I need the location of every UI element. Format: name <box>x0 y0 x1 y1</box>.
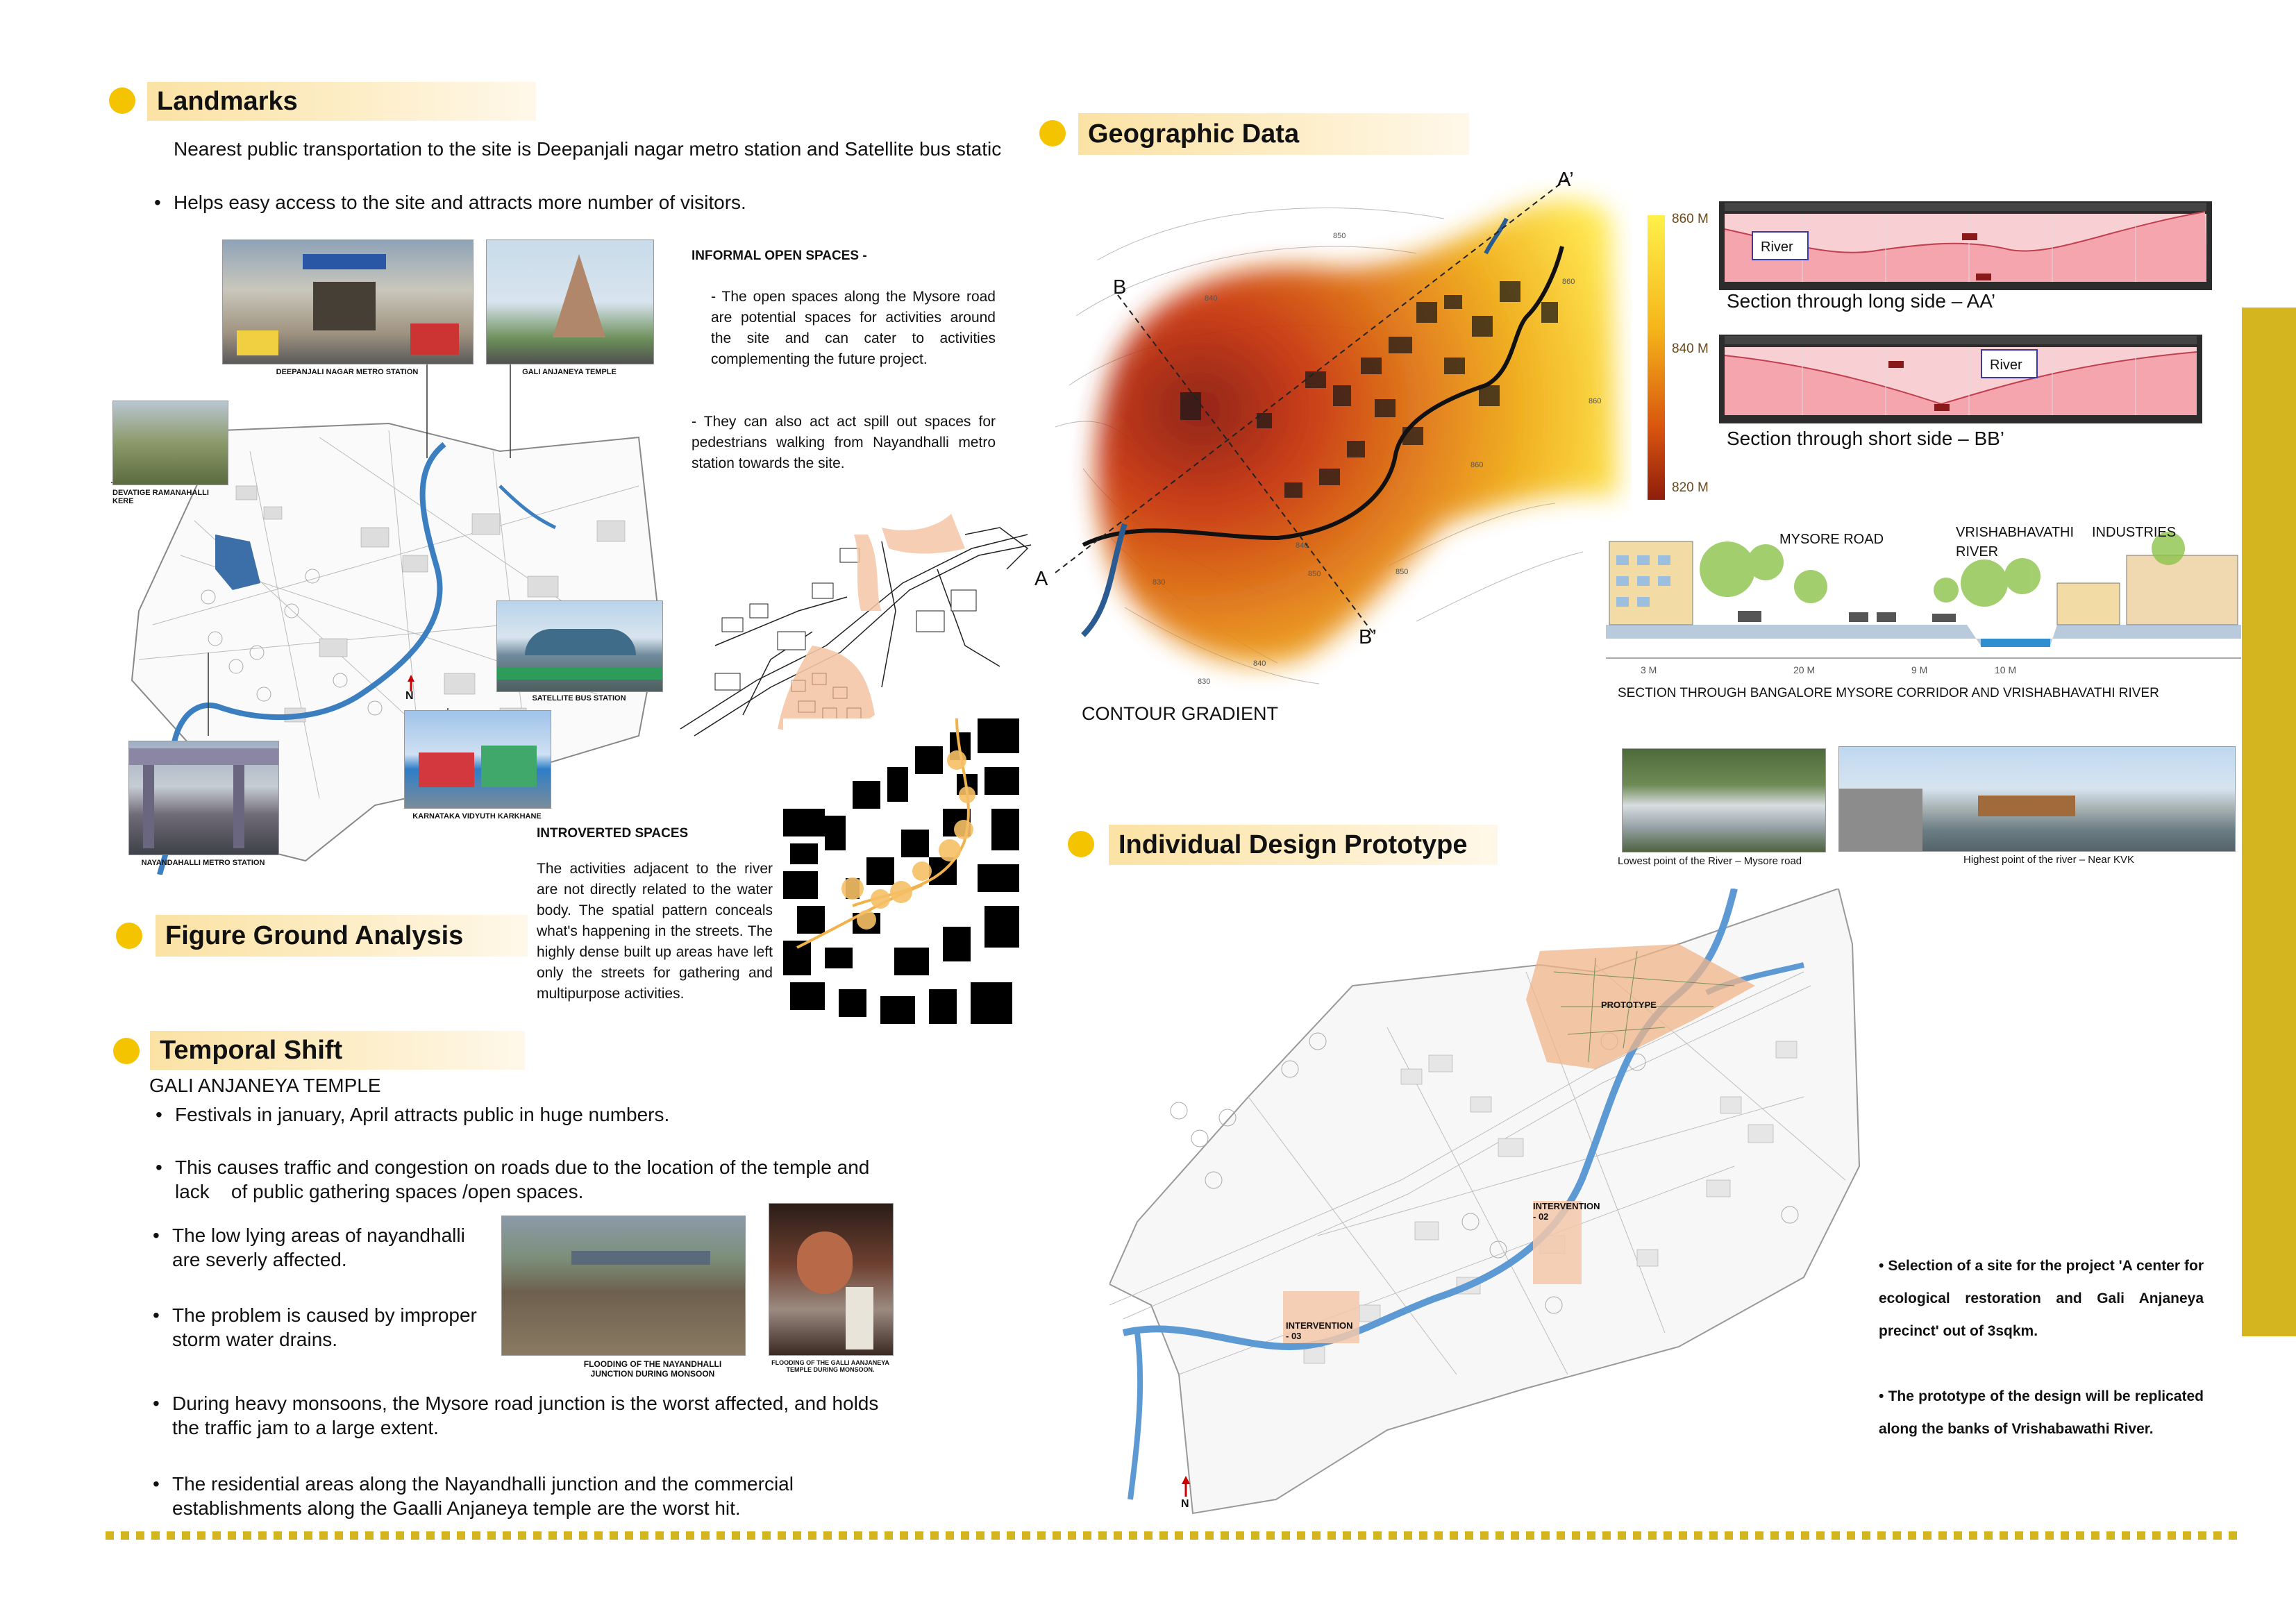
section-dim-10m: 10 M <box>1995 664 2017 675</box>
contour-label-7: 840 <box>1296 541 1309 550</box>
section-caption: SECTION THROUGH BANGALORE MYSORE CORRIDOR AND VRISHABHAVATHI RIVER <box>1618 686 2159 700</box>
satellite-bus-photo <box>496 600 663 692</box>
landmarks-north-label: N <box>405 690 414 702</box>
section-label-b: B <box>1113 276 1127 298</box>
section-aa-caption: Section through long side – AA’ <box>1727 290 1996 312</box>
landmarks-bullet-2: • Helps easy access to the site and attracts more number of visitors. <box>174 190 1007 216</box>
elevation-scale-820: 820 M <box>1672 480 1709 495</box>
highest-point-photo <box>1838 746 2236 852</box>
flooding-junction-photo <box>501 1216 746 1356</box>
figure-ground-map <box>783 718 1023 1027</box>
contour-label-1: 850 <box>1333 232 1346 240</box>
geo-bullet-dot <box>1039 120 1066 146</box>
geo-heading: Geographic Data <box>1078 113 1469 155</box>
introverted-text: The activities adjacent to the river are not directly related to the water body. The spatial pattern conceals what's happening in the streets. The highly dense built up areas have left only the streets for gathering and multipurpose activities. <box>537 861 773 1002</box>
temporal-bullet-5a: • During heavy monsoons, the Mysore road junction is the worst affected, and holds <box>172 1390 971 1417</box>
flooding-junction-caption: FLOODING OF THE NAYANDHALLI JUNCTION DURING MONSOON <box>583 1359 722 1379</box>
contour-gradient-title: CONTOUR GRADIENT <box>1082 703 1279 724</box>
section-bb-profile <box>1719 335 2202 423</box>
street-section-sketch <box>1606 528 2241 677</box>
karnataka-photo-label: KARNATAKA VIDYUTH KARKHANE <box>412 812 542 821</box>
informal-title: INFORMAL OPEN SPACES - <box>692 249 867 263</box>
figure-ground-bullet-dot <box>116 923 142 949</box>
section-label-a: A <box>1034 568 1048 590</box>
temporal-bullet-6a: • The residential areas along the Nayandhalli junction and the commercial <box>172 1471 971 1497</box>
landmarks-bullet-dot <box>109 87 135 114</box>
temporal-bullet-5b: the traffic jam to a large extent. <box>172 1417 439 1438</box>
flooding-temple-photo <box>769 1203 894 1356</box>
figure-ground-heading: Figure Ground Analysis <box>156 915 528 957</box>
prototype-heading: Individual Design Prototype <box>1109 825 1498 865</box>
prototype-north-label: N <box>1181 1498 1189 1510</box>
prototype-note-1: • Selection of a site for the project 'A center for ecological restoration and Gali Anjaneya precinct' out of 3sqkm. <box>1879 1258 2204 1339</box>
contour-label-9: 830 <box>1153 578 1166 587</box>
contour-label-3: 860 <box>1562 278 1575 286</box>
section-label-b-prime: B’ <box>1359 626 1377 648</box>
deepanjali-photo-label: DEEPANJALI NAGAR METRO STATION <box>276 368 419 376</box>
prototype-bullet-dot <box>1068 831 1094 857</box>
elevation-scale-860: 860 M <box>1672 212 1709 226</box>
lowest-point-caption: Lowest point of the River – Mysore road <box>1618 855 1802 867</box>
gali-photo-label: GALI ANJANEYA TEMPLE <box>522 368 617 376</box>
contour-gradient-map <box>1055 177 1632 691</box>
devatige-kere-photo <box>112 401 228 485</box>
section-dim-3m: 3 M <box>1641 664 1657 675</box>
temporal-bullet-4b: storm water drains. <box>172 1329 338 1350</box>
contour-label-8: 850 <box>1308 570 1321 578</box>
temporal-heading: Temporal Shift <box>150 1031 525 1070</box>
contour-label-11: 840 <box>1253 659 1266 668</box>
elevation-scale-bar <box>1648 215 1665 500</box>
section-mysore-road-label: MYSORE ROAD <box>1779 532 1884 547</box>
temporal-bullet-2b: lack of public gathering spaces /open spaces. <box>175 1181 584 1202</box>
section-aa-river-label: River <box>1761 239 1793 255</box>
temporal-bullet-1: • Festivals in january, April attracts public in huge numbers. <box>175 1102 904 1128</box>
flooding-temple-caption: FLOODING OF THE GALLI AANJANEYA TEMPLE DURING MONSOON. <box>771 1359 889 1373</box>
section-river-label: RIVER <box>1956 544 1999 560</box>
introverted-title: INTROVERTED SPACES <box>537 826 689 841</box>
section-aa-profile <box>1719 201 2212 290</box>
temporal-bullet-dot <box>113 1038 140 1064</box>
temporal-bullet-6b: establishments along the Gaalli Anjaneya temple are the worst hit. <box>172 1497 741 1519</box>
section-industries-label: INDUSTRIES <box>2092 525 2177 540</box>
deepanjali-metro-photo <box>222 239 474 364</box>
highest-point-caption: Highest point of the river – Near KVK <box>1963 854 2134 866</box>
temporal-bullet-2a: • This causes traffic and congestion on roads due to the location of the temple and <box>175 1154 939 1181</box>
contour-label-5: 860 <box>1470 461 1484 469</box>
prototype-site-map <box>1109 889 1866 1517</box>
temporal-bullet-4a: • The problem is caused by improper <box>172 1302 505 1329</box>
nayandahalli-photo-label: NAYANDAHALLI METRO STATION <box>141 859 265 867</box>
contour-label-6: 850 <box>1396 568 1409 576</box>
section-vrish-label: VRISHABHAVATHI <box>1956 525 2075 540</box>
temporal-bullet-3b: are severly affected. <box>172 1249 347 1270</box>
temporal-bullet-3a: • The low lying areas of nayandhalli <box>172 1222 505 1249</box>
elevation-scale-840: 840 M <box>1672 342 1709 356</box>
karnataka-vidyuth-photo <box>404 710 551 809</box>
satellite-photo-label: SATELLITE BUS STATION <box>532 694 626 703</box>
intervention-2-label: INTERVENTION - 02 <box>1533 1201 1600 1222</box>
informal-text-2: - They can also act act spill out spaces for pedestrians walking from Nayandhalli metro station towards the site. <box>692 414 996 471</box>
contour-label-2: 840 <box>1205 294 1218 303</box>
temporal-subtitle: GALI ANJANEYA TEMPLE <box>149 1075 381 1096</box>
nayandahalli-metro-photo <box>128 741 279 855</box>
bottom-dotted-border <box>106 1531 2243 1540</box>
section-dim-9m: 9 M <box>1911 664 1928 675</box>
section-bb-caption: Section through short side – BB’ <box>1727 428 2005 449</box>
section-label-a-prime: A’ <box>1557 169 1574 191</box>
section-dim-20m: 20 M <box>1793 664 1816 675</box>
lowest-point-photo <box>1622 748 1826 852</box>
prototype-note-2: • The prototype of the design will be replicated along the banks of Vrishabawathi River. <box>1879 1388 2204 1437</box>
landmarks-bullet-1: • Nearest public transportation to the site is Deepanjali nagar metro station and Satellite bus static <box>174 136 1041 162</box>
right-accent-band <box>2242 308 2296 1336</box>
devatige-photo-label: DEVATIGE RAMANAHALLI KERE <box>112 489 209 505</box>
intervention-3-label: INTERVENTION - 03 <box>1286 1320 1353 1341</box>
prototype-area-label: PROTOTYPE <box>1601 1000 1657 1010</box>
informal-text-1: - The open spaces along the Mysore road are potential spaces for activities around the site and can cater to activities complementing the future project. <box>711 289 996 367</box>
section-bb-river-label: River <box>1990 358 2022 373</box>
contour-label-4: 860 <box>1589 397 1602 405</box>
contour-label-10: 830 <box>1198 678 1211 686</box>
landmarks-heading: Landmarks <box>147 82 536 121</box>
gali-temple-photo <box>486 239 654 364</box>
